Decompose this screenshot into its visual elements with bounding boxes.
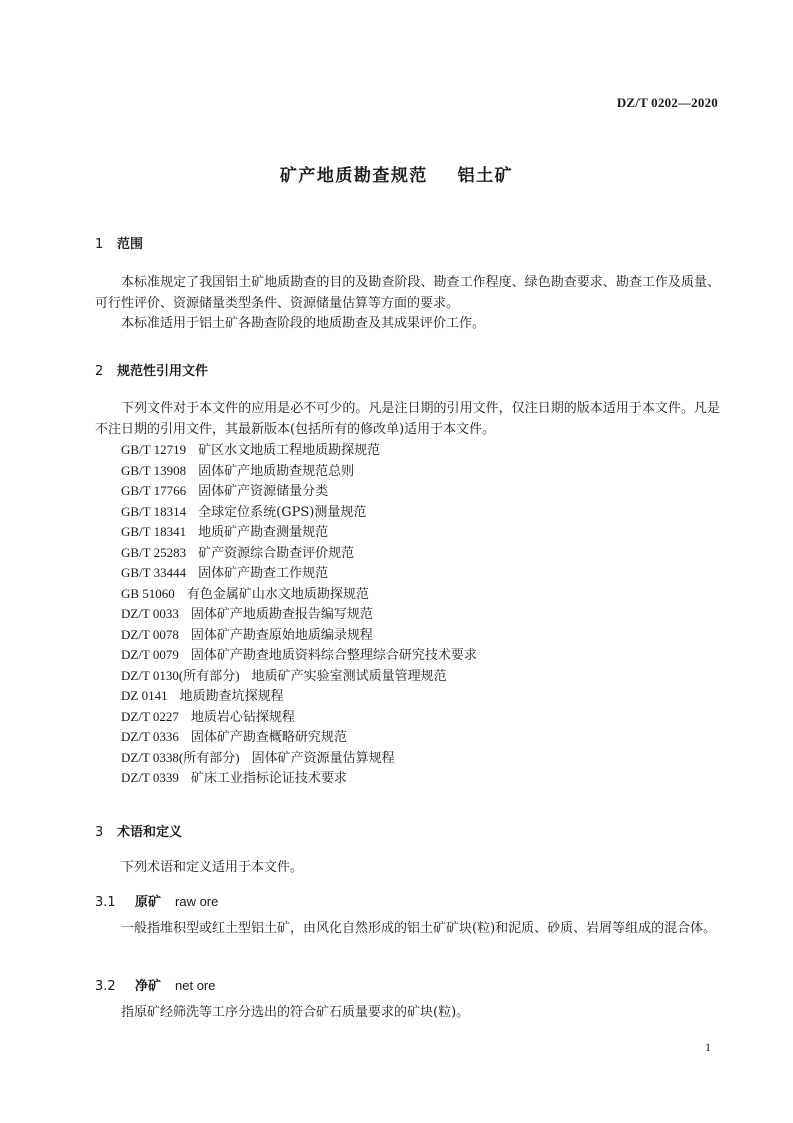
reference-title: 固体矿产勘查工作规范 xyxy=(198,566,329,581)
reference-list xyxy=(121,440,477,789)
reference-item xyxy=(121,666,477,687)
reference-code: DZ/T 0033 xyxy=(121,606,179,621)
reference-code: DZ/T 0336 xyxy=(121,729,179,744)
term-3-1-definition: 一般指堆积型或红土型铝土矿，由风化自然形成的铝土矿矿块(粒)和泥质、砂质、岩屑等组成的混合体。 xyxy=(121,921,717,936)
reference-title: 有色金属矿山水文地质勘探规范 xyxy=(186,586,369,602)
reference-item xyxy=(121,563,477,584)
reference-title: 固体矿产勘查概略研究规范 xyxy=(190,730,347,745)
reference-item xyxy=(121,584,477,605)
reference-item xyxy=(121,481,477,502)
term-name-zh: 净矿 xyxy=(135,979,162,994)
reference-code: GB 51060 xyxy=(121,585,175,601)
reference-title: 地质矿产实验室测试质量管理规范 xyxy=(251,668,447,684)
section-2-number: 2 xyxy=(95,364,104,379)
reference-title: 地质矿产勘查测量规范 xyxy=(198,525,329,540)
reference-item xyxy=(121,686,477,707)
reference-code: GB/T 18314 xyxy=(121,503,187,519)
section-1-number: 1 xyxy=(95,237,104,252)
reference-item xyxy=(121,727,477,748)
reference-code: DZ/T 0079 xyxy=(121,647,179,662)
reference-title: 固体矿产地质勘查报告编写规范 xyxy=(190,607,373,622)
reference-item xyxy=(121,707,477,728)
section-3-heading xyxy=(95,821,182,840)
reference-title: 矿产资源综合勘查评价规范 xyxy=(198,545,355,561)
reference-code: DZ 0141 xyxy=(121,688,168,703)
reference-code: GB/T 18341 xyxy=(121,524,187,539)
term-name-zh: 原矿 xyxy=(135,895,162,910)
term-number: 3.2 xyxy=(95,979,116,994)
section-2-heading xyxy=(95,360,208,379)
section-1-paragraph-1: 本标准规定了我国铝土矿地质勘查的目的及勘查阶段、勘查工作程度、绿色勘查要求、勘查工作及质量、可行性评价、资源储量类型条件、资源储量估算等方面的要求。 xyxy=(95,275,720,311)
reference-title: 固体矿产资源量估算规程 xyxy=(251,750,395,766)
section-2-intro: 下列文件对于本文件的应用是必不可少的。凡是注日期的引用文件，仅注日期的版本适用于本文件。凡是不注日期的引用文件，其最新版本(包括所有的修改单)适用于本文件。 xyxy=(95,401,720,437)
reference-item xyxy=(121,768,477,789)
reference-title: 地质勘查坑探规程 xyxy=(179,689,284,704)
reference-title: 全球定位系统(GPS)测量规范 xyxy=(198,504,367,520)
reference-item xyxy=(121,625,477,646)
reference-code: GB/T 17766 xyxy=(121,483,187,498)
reference-item xyxy=(121,522,477,543)
reference-item xyxy=(121,461,477,482)
reference-code: DZ/T 0339 xyxy=(121,770,179,785)
reference-title: 固体矿产勘查原始地质编录规程 xyxy=(190,627,373,643)
reference-title: 固体矿产地质勘查规范总则 xyxy=(198,463,355,479)
reference-code: GB/T 13908 xyxy=(121,462,187,478)
reference-title: 地质岩心钻探规程 xyxy=(190,709,295,725)
term-3-1-heading xyxy=(95,891,218,910)
term-3-2-definition: 指原矿经筛洗等工序分选出的符合矿石质量要求的矿块(粒)。 xyxy=(121,1005,470,1020)
reference-title: 固体矿产资源储量分类 xyxy=(198,484,329,499)
reference-item xyxy=(121,543,477,564)
reference-item xyxy=(121,604,477,625)
reference-item xyxy=(121,748,477,769)
section-3-intro: 下列术语和定义适用于本文件。 xyxy=(121,860,304,875)
term-name-en: net ore xyxy=(175,978,216,993)
standard-code: DZ/T 0202—2020 xyxy=(616,95,718,110)
section-2-title: 规范性引用文件 xyxy=(117,364,209,379)
reference-code: DZ/T 0130(所有部分) xyxy=(121,667,240,683)
reference-item xyxy=(121,502,477,523)
reference-code: GB/T 33444 xyxy=(121,565,187,580)
reference-title: 固体矿产勘查地质资料综合整理综合研究技术要求 xyxy=(190,648,477,663)
section-3-title: 术语和定义 xyxy=(117,825,183,840)
term-3-2-heading xyxy=(95,975,216,994)
page-number: 1 xyxy=(705,1040,711,1054)
reference-code: DZ/T 0227 xyxy=(121,708,179,724)
reference-title: 矿床工业指标论证技术要求 xyxy=(190,771,347,786)
reference-item xyxy=(121,645,477,666)
reference-code: GB/T 25283 xyxy=(121,544,187,560)
reference-title: 矿区水文地质工程地质勘探规范 xyxy=(198,443,381,458)
reference-item xyxy=(121,440,477,461)
section-3-number: 3 xyxy=(95,825,104,840)
reference-code: DZ/T 0078 xyxy=(121,626,179,642)
reference-code: GB/T 12719 xyxy=(121,442,187,457)
term-name-en: raw ore xyxy=(175,894,219,909)
term-number: 3.1 xyxy=(95,895,116,910)
section-1-title: 范围 xyxy=(117,237,144,252)
document-title: 矿产地质勘查规范 铝土矿 xyxy=(279,166,514,186)
reference-code: DZ/T 0338(所有部分) xyxy=(121,749,240,765)
section-1-paragraph-2: 本标准适用于铝土矿各勘查阶段的地质勘查及其成果评价工作。 xyxy=(121,316,486,331)
section-1-heading xyxy=(95,233,143,252)
